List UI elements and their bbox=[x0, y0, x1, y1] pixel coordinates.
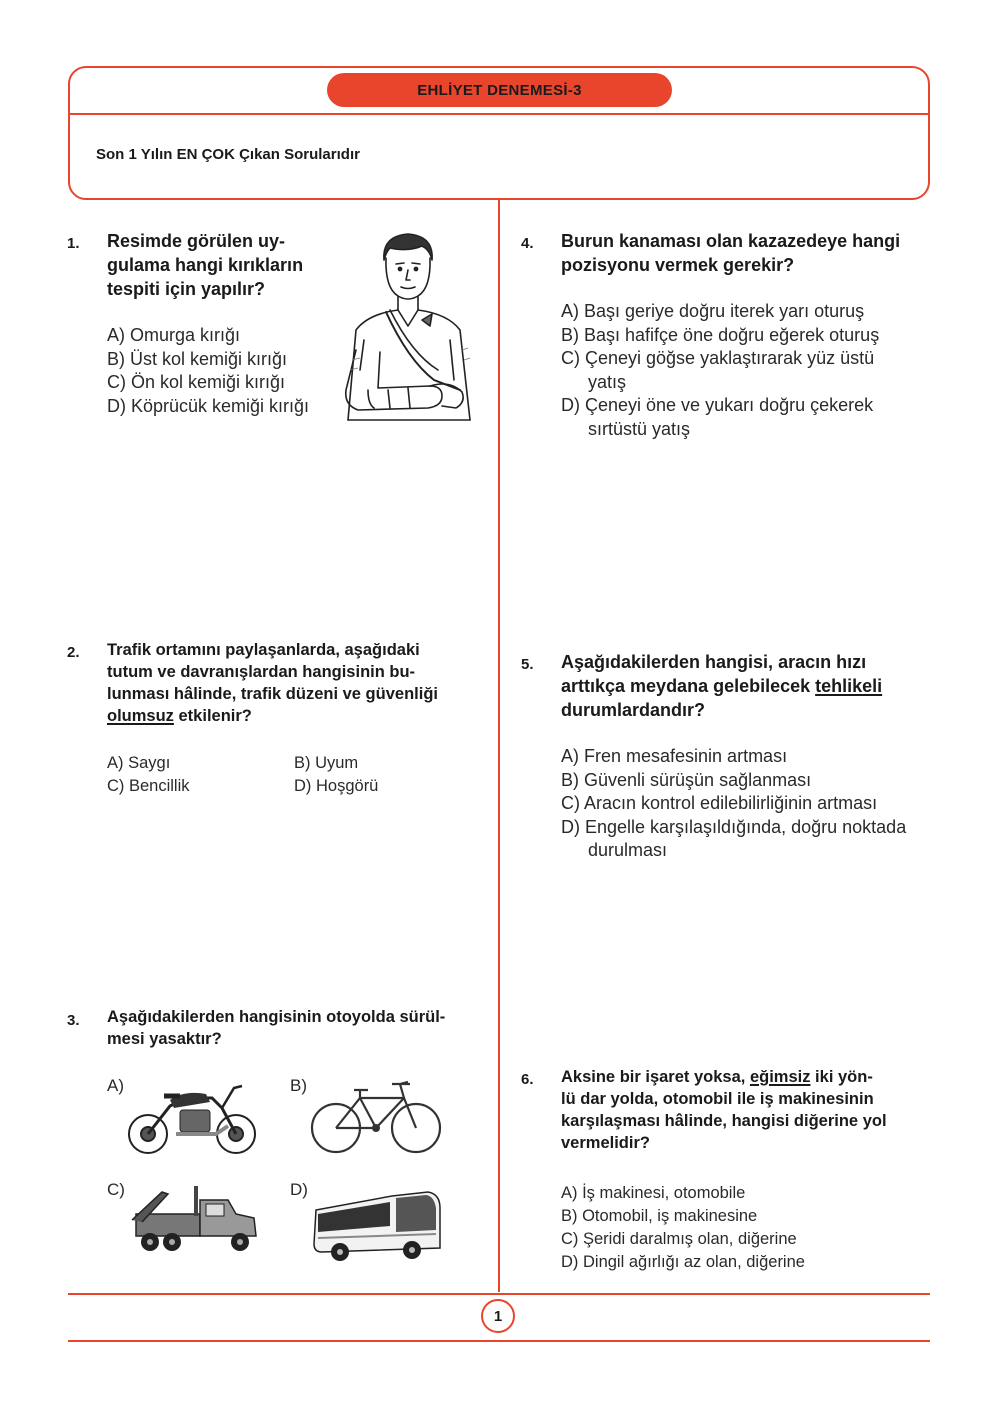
underlined-word: tehlikeli bbox=[815, 676, 883, 696]
option-c[interactable]: C) Ön kol kemiği kırığı bbox=[107, 372, 286, 392]
header-subtitle: Son 1 Yılın EN ÇOK Çıkan Sorularıdır bbox=[96, 146, 360, 163]
motorcycle-icon[interactable] bbox=[124, 1078, 262, 1158]
question-2-text: Trafik ortamını paylaşanlarda, aşağıdaki tutum ve davranışlardan hangisinin bu- lunması hâlinde, trafik düzeni ve güvenliği olumsuz etkilenir? bbox=[107, 641, 438, 725]
option-d[interactable]: D) Dingil ağırlığı az olan, diğerine bbox=[561, 1253, 805, 1271]
header-divider bbox=[70, 113, 928, 115]
question-1-text: Resimde görülen uy- gulama hangi kırıkların tespiti için yapılır? bbox=[107, 231, 304, 299]
question-4-options bbox=[561, 300, 941, 441]
question-3-option-c-label: C) bbox=[107, 1180, 125, 1199]
question-2-option-a[interactable]: A) Saygı bbox=[107, 754, 171, 772]
option-a[interactable]: A) Fren mesafesinin artması bbox=[561, 746, 788, 766]
question-3-option-b-label: B) bbox=[290, 1076, 307, 1095]
tow-truck-icon[interactable] bbox=[128, 1180, 262, 1258]
bicycle-icon[interactable] bbox=[308, 1076, 444, 1160]
footer-bottom-rule bbox=[68, 1340, 930, 1342]
question-4-number: 4. bbox=[521, 235, 534, 252]
option-c[interactable]: C) Çeneyi göğse yaklaştırarak yüz üstü yatış bbox=[561, 348, 875, 392]
question-5-text: Aşağıdakilerden hangisi, aracın hızı arttıkça meydana gelebilecek tehlikeli durumlardandır? bbox=[561, 652, 883, 720]
question-2-option-b[interactable]: B) Uyum bbox=[294, 754, 359, 772]
option-b[interactable]: B) Otomobil, iş makinesine bbox=[561, 1207, 758, 1225]
underlined-word: eğimsiz bbox=[749, 1068, 811, 1086]
option-a[interactable]: A) Omurga kırığı bbox=[107, 325, 241, 345]
option-d[interactable]: D) Engelle karşılaşıldığında, doğru noktada durulması bbox=[561, 816, 907, 860]
arm-sling-person-illustration bbox=[338, 230, 480, 430]
question-5-number: 5. bbox=[521, 656, 534, 673]
option-d[interactable]: D) Köprücük kemiği kırığı bbox=[107, 395, 310, 416]
question-6-text: Aksine bir işaret yoksa, eğimsiz iki yön- lü dar yolda, otomobil ile iş makinesinin karşılaşması hâlinde, hangisi diğerine yol vermelidir? bbox=[561, 1068, 887, 1152]
question-2-option-c[interactable]: C) Bencillik bbox=[107, 777, 190, 795]
question-6-options bbox=[561, 1182, 941, 1274]
question-1-options bbox=[107, 324, 309, 418]
option-c[interactable]: C) Aracın kontrol edilebilirliğinin artması bbox=[561, 793, 878, 813]
question-1-number: 1. bbox=[67, 235, 80, 252]
option-b[interactable]: B) Başı hafifçe öne doğru eğerek oturuş bbox=[561, 324, 880, 345]
exam-title: EHLİYET DENEMESİ-3 bbox=[327, 73, 672, 107]
question-5-options bbox=[561, 745, 941, 863]
option-a[interactable]: A) Başı geriye doğru iterek yarı oturuş bbox=[561, 301, 865, 321]
option-c[interactable]: C) Şeridi daralmış olan, diğerine bbox=[561, 1230, 797, 1248]
question-3-option-d-label: D) bbox=[290, 1180, 308, 1199]
question-6-number: 6. bbox=[521, 1071, 534, 1088]
bus-icon[interactable] bbox=[308, 1186, 444, 1266]
question-2-option-d[interactable]: D) Hoşgörü bbox=[294, 777, 379, 795]
option-b[interactable]: B) Güvenli sürüşün sağlanması bbox=[561, 769, 812, 790]
question-4-text: Burun kanaması olan kazazedeye hangi pozisyonu vermek gerekir? bbox=[561, 231, 901, 275]
page-number: 1 bbox=[481, 1299, 515, 1333]
option-b[interactable]: B) Üst kol kemiği kırığı bbox=[107, 348, 288, 369]
footer-top-rule bbox=[68, 1293, 930, 1295]
question-3-text: Aşağıdakilerden hangisinin otoyolda sürül- mesi yasaktır? bbox=[107, 1008, 446, 1048]
question-3-option-a-label: A) bbox=[107, 1076, 124, 1095]
option-d[interactable]: D) Çeneyi öne ve yukarı doğru çekerek sırtüstü yatış bbox=[561, 395, 874, 439]
column-divider bbox=[498, 200, 500, 1292]
question-2-number: 2. bbox=[67, 644, 80, 661]
question-3-number: 3. bbox=[67, 1012, 80, 1029]
underlined-word: olumsuz bbox=[107, 707, 174, 725]
option-a[interactable]: A) İş makinesi, otomobile bbox=[561, 1184, 746, 1202]
